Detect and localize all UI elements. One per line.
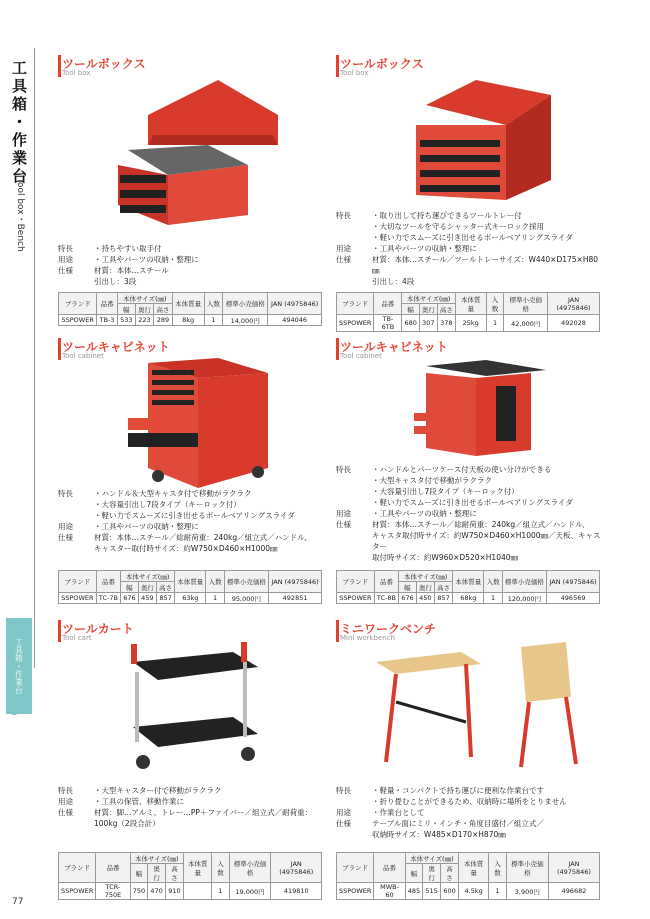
col-model: 品番	[374, 853, 405, 883]
cell-weight	[183, 883, 211, 900]
product-features	[58, 785, 326, 829]
spec-label: 仕様	[336, 255, 351, 264]
col-qty: 入数	[204, 293, 223, 315]
col-w: 幅	[130, 864, 147, 883]
spec-line: 収納時サイズ：W485×D170×H870㎜	[372, 830, 506, 839]
cell-qty: 1	[212, 883, 229, 900]
cell-weight: 68kg	[453, 593, 484, 604]
cell-qty: 1	[486, 315, 504, 332]
col-size: 本体サイズ(㎜)	[399, 571, 453, 582]
cell-weight: 8kg	[172, 315, 204, 326]
product-tb3	[58, 55, 322, 325]
col-model: 品番	[96, 571, 120, 593]
cell-brand: SSPOWER	[59, 315, 97, 326]
spec-table	[58, 570, 322, 604]
spec-label: 仕様	[336, 520, 351, 529]
cell-brand: SSPOWER	[337, 883, 374, 900]
spec-table	[336, 570, 600, 604]
col-weight: 本体質量	[453, 571, 484, 593]
table-row	[59, 315, 322, 326]
product-subtitle: Tool cabinet	[340, 352, 382, 360]
col-d: 奥行	[135, 304, 154, 315]
spec-label: 仕様	[336, 819, 351, 828]
cell-qty: 1	[489, 883, 506, 900]
table-row	[59, 883, 322, 900]
col-model: 品番	[374, 293, 402, 315]
table-row	[337, 593, 600, 604]
features-label: 特長	[336, 465, 351, 474]
product-subtitle: Tool cart	[62, 634, 92, 642]
feature-line: ・軽い力でスムーズに引き出せるボールベアリングスライダ	[372, 233, 573, 242]
use-line: ・工具の保管、移動作業に	[94, 797, 184, 806]
col-h: 高さ	[441, 864, 459, 883]
features-label: 特長	[58, 786, 73, 795]
cell-price: 14,000円	[223, 315, 268, 326]
features-label: 特長	[336, 786, 351, 795]
title-bar	[336, 338, 339, 360]
col-w: 幅	[402, 304, 419, 315]
cell-h: 857	[156, 593, 174, 604]
use-line: ・工具やパーツの収納・整理に	[94, 255, 199, 264]
title-bar	[58, 55, 61, 77]
features-label: 特長	[336, 211, 351, 220]
col-brand: ブランド	[337, 293, 374, 315]
cell-model: TB-3	[97, 315, 117, 326]
col-qty: 入数	[489, 853, 506, 883]
col-price: 標準小売価格	[502, 571, 546, 593]
col-d: 奥行	[148, 864, 166, 883]
cart-image	[123, 642, 263, 777]
cell-price: 120,000円	[502, 593, 546, 604]
spec-line: 取付時サイズ：約W960×D520×H1040㎜	[372, 553, 519, 562]
section-tab: 工具箱・作業台	[6, 618, 32, 714]
spec-line: 材質：本体…スチール／総耐荷重：240kg／組立式／ハンドル、	[94, 533, 312, 542]
cell-model: MWB-60	[374, 883, 405, 900]
cell-brand: SSPOWER	[337, 315, 374, 332]
sidebar-divider	[34, 48, 35, 668]
col-size: 本体サイズ(㎜)	[117, 293, 172, 304]
product-title: ミニワークベンチ	[340, 622, 437, 636]
spec-line: 材質：本体…スチール／ツールトレーサイズ：W440×D175×H80㎜	[372, 255, 599, 275]
feature-line: ・折り畳むことができるため、収納時に場所をとりません	[372, 797, 567, 806]
use-line: ・作業台として	[372, 808, 425, 817]
feature-line: ・ハンドル＆大型キャスタ付で移動がラクラク	[94, 489, 252, 498]
col-w: 幅	[405, 864, 422, 883]
col-h: 高さ	[434, 582, 452, 593]
section-tab-number: 1	[10, 704, 18, 718]
use-label: 用途	[336, 509, 351, 518]
cell-model: TCR-750E	[96, 883, 130, 900]
spec-table	[336, 852, 600, 900]
cell-jan: 494046	[268, 315, 322, 326]
col-weight: 本体質量	[455, 293, 486, 315]
col-jan: JAN (4975846)	[271, 853, 322, 883]
cell-price: 19,000円	[229, 883, 271, 900]
cell-d: 515	[423, 883, 441, 900]
product-tc7b	[58, 338, 322, 603]
cell-d: 470	[148, 883, 166, 900]
product-subtitle: Tool box	[340, 69, 369, 77]
spec-line: キャスター取付時サイズ：約W750×D460×H1000㎜	[94, 544, 278, 553]
section-title: 工具箱・作業台	[10, 60, 28, 186]
cell-h: 289	[154, 315, 173, 326]
use-label: 用途	[336, 244, 351, 253]
use-line: ・工具やパーツの収納・整理に	[94, 522, 199, 531]
product-features	[58, 488, 322, 554]
col-h: 高さ	[156, 582, 174, 593]
product-tcr750e	[58, 620, 322, 899]
col-w: 幅	[117, 304, 135, 315]
col-d: 奥行	[138, 582, 156, 593]
page-number: 77	[12, 897, 24, 907]
toolbox-image	[108, 75, 278, 225]
col-model: 品番	[97, 293, 117, 315]
workbench-image	[371, 642, 591, 772]
cell-h: 600	[441, 883, 459, 900]
product-title: ツールキャビネット	[62, 340, 170, 354]
spec-line: 材質：脚…アルミ、トレー…PP＋ファイバー／組立式／耐荷重：	[94, 808, 313, 817]
cell-d: 459	[138, 593, 156, 604]
feature-line: ・軽い力でスムーズに引き出せるボールベアリングスライダ	[372, 498, 573, 507]
col-weight: 本体質量	[183, 853, 211, 883]
spec-line: 材質：本体…スチール／総耐荷重：240kg／組立式／ハンドル、	[372, 520, 590, 529]
spec-table	[336, 292, 600, 332]
feature-line: ・ハンドルとパーツケース付天板の使い分けができる	[372, 465, 552, 474]
col-price: 標準小売価格	[504, 293, 548, 315]
col-h: 高さ	[166, 864, 184, 883]
col-jan: JAN (4975846)	[268, 293, 322, 315]
col-d: 奥行	[419, 304, 437, 315]
use-label: 用途	[58, 255, 73, 264]
col-price: 標準小売価格	[223, 293, 268, 315]
cell-jan: 496682	[548, 883, 599, 900]
use-line: ・工具やパーツの収納・整理に	[372, 244, 477, 253]
col-h: 高さ	[437, 304, 455, 315]
spec-line: 引出し：4段	[372, 277, 415, 286]
product-mwb60	[336, 620, 600, 899]
feature-line: ・取り出して持ち運びできるツールトレー付	[372, 211, 522, 220]
col-brand: ブランド	[337, 571, 375, 593]
product-subtitle: Tool cabinet	[62, 352, 104, 360]
cell-brand: SSPOWER	[337, 593, 375, 604]
col-d: 奥行	[416, 582, 434, 593]
product-subtitle: Tool box	[62, 69, 91, 77]
spec-label: 仕様	[58, 533, 73, 542]
product-features	[58, 243, 322, 287]
cell-h: 857	[434, 593, 452, 604]
cell-brand: SSPOWER	[59, 883, 96, 900]
cell-h: 378	[437, 315, 455, 332]
spec-line: 引出し：3段	[94, 277, 137, 286]
cell-weight: 63kg	[175, 593, 206, 604]
feature-line: ・大型キャスタ付で移動がラクラク	[372, 476, 492, 485]
col-jan: JAN (4975846)	[548, 853, 599, 883]
spec-line: 100kg（2段合計）	[94, 819, 160, 828]
table-row	[59, 593, 322, 604]
cell-qty: 1	[484, 593, 502, 604]
use-line: ・工具やパーツの収納・整理に	[372, 509, 477, 518]
feature-line: ・大切なツールを守るシャッター式キーロック採用	[372, 222, 545, 231]
cell-weight: 4.5kg	[459, 883, 489, 900]
spec-line: テーブル面にミリ・インチ・角度目盛付／組立式／	[372, 819, 544, 828]
cell-price: 95,000円	[224, 593, 268, 604]
feature-line: ・軽量・コンパクトで持ち運びに便利な作業台です	[372, 786, 544, 795]
use-label: 用途	[58, 522, 73, 531]
product-tb6tb	[336, 55, 600, 331]
title-bar	[336, 55, 339, 77]
spec-table	[58, 292, 322, 326]
title-bar	[58, 620, 61, 642]
cell-d: 450	[416, 593, 434, 604]
col-size: 本体サイズ(㎜)	[402, 293, 455, 304]
product-title: ツールボックス	[340, 57, 424, 71]
col-d: 奥行	[423, 864, 441, 883]
cell-price: 42,000円	[504, 315, 548, 332]
col-brand: ブランド	[59, 853, 96, 883]
feature-line: ・軽い力でスムーズに引き出せるボールベアリングスライダ	[94, 511, 295, 520]
col-price: 標準小売価格	[229, 853, 271, 883]
feature-line: ・大型キャスター付で移動がラクラク	[94, 786, 222, 795]
product-features	[336, 785, 604, 840]
cabinet-image	[118, 358, 288, 488]
spec-label: 仕様	[58, 808, 73, 817]
cell-w: 533	[117, 315, 135, 326]
col-h: 高さ	[154, 304, 173, 315]
col-jan: JAN (4975846)	[547, 571, 600, 593]
col-price: 標準小売価格	[506, 853, 548, 883]
section-subtitle: Tool box・Bench	[15, 178, 25, 252]
cell-brand: SSPOWER	[59, 593, 97, 604]
cell-weight: 25kg	[455, 315, 486, 332]
col-price: 標準小売価格	[224, 571, 268, 593]
cell-w: 750	[130, 883, 147, 900]
col-qty: 入数	[486, 293, 504, 315]
product-tc8b	[336, 338, 601, 603]
col-qty: 入数	[212, 853, 229, 883]
col-brand: ブランド	[59, 571, 97, 593]
cell-w: 676	[399, 593, 417, 604]
product-title: ツールカート	[62, 622, 134, 636]
cell-w: 676	[121, 593, 139, 604]
spec-label: 仕様	[58, 266, 73, 275]
cell-model: TC-7B	[96, 593, 120, 604]
table-row	[337, 883, 600, 900]
cell-qty: 1	[206, 593, 224, 604]
spec-line: 材質：本体…スチール	[94, 266, 169, 275]
product-title: ツールボックス	[62, 57, 146, 71]
col-model: 品番	[96, 853, 130, 883]
feature-line: ・持ちやすい取手付	[94, 244, 162, 253]
features-label: 特長	[58, 244, 73, 253]
col-weight: 本体質量	[172, 293, 204, 315]
cell-jan: 492028	[548, 315, 600, 332]
features-label: 特長	[58, 489, 73, 498]
cell-d: 307	[419, 315, 437, 332]
spec-line: キャスタ取付時サイズ：約W750×D460×H1000㎜／天板、キャスター	[372, 531, 601, 551]
title-bar	[58, 338, 61, 360]
col-size: 本体サイズ(㎜)	[405, 853, 458, 864]
cell-w: 485	[405, 883, 422, 900]
table-row	[337, 315, 600, 332]
col-qty: 入数	[206, 571, 224, 593]
cabinet-image	[406, 358, 546, 458]
col-brand: ブランド	[59, 293, 97, 315]
product-subtitle: Mini workbench	[340, 634, 396, 642]
col-model: 品番	[374, 571, 398, 593]
col-qty: 入数	[484, 571, 502, 593]
feature-line: ・大容量引出し7段タイプ（キーロック付）	[372, 487, 519, 496]
col-brand: ブランド	[337, 853, 374, 883]
title-bar	[336, 620, 339, 642]
cell-model: TC-8B	[374, 593, 398, 604]
product-features	[336, 210, 604, 287]
use-label: 用途	[336, 808, 351, 817]
toolbox-image	[406, 75, 556, 205]
col-w: 幅	[121, 582, 139, 593]
col-weight: 本体質量	[459, 853, 489, 883]
col-size: 本体サイズ(㎜)	[121, 571, 175, 582]
col-size: 本体サイズ(㎜)	[130, 853, 183, 864]
cell-jan: 496569	[547, 593, 600, 604]
cell-h: 910	[166, 883, 184, 900]
cell-jan: 419810	[271, 883, 322, 900]
cell-w: 680	[402, 315, 419, 332]
use-label: 用途	[58, 797, 73, 806]
feature-line: ・大容量引出し7段タイプ（キーロック付）	[94, 500, 241, 509]
cell-qty: 1	[204, 315, 223, 326]
product-title: ツールキャビネット	[340, 340, 448, 354]
spec-table	[58, 852, 322, 900]
col-jan: JAN (4975846)	[269, 571, 322, 593]
cell-d: 223	[135, 315, 154, 326]
cell-price: 3,900円	[506, 883, 548, 900]
product-features	[336, 464, 604, 563]
cell-jan: 492851	[269, 593, 322, 604]
col-weight: 本体質量	[175, 571, 206, 593]
col-jan: JAN (4975846)	[548, 293, 600, 315]
cell-model: TB-6TB	[374, 315, 402, 332]
col-w: 幅	[399, 582, 417, 593]
